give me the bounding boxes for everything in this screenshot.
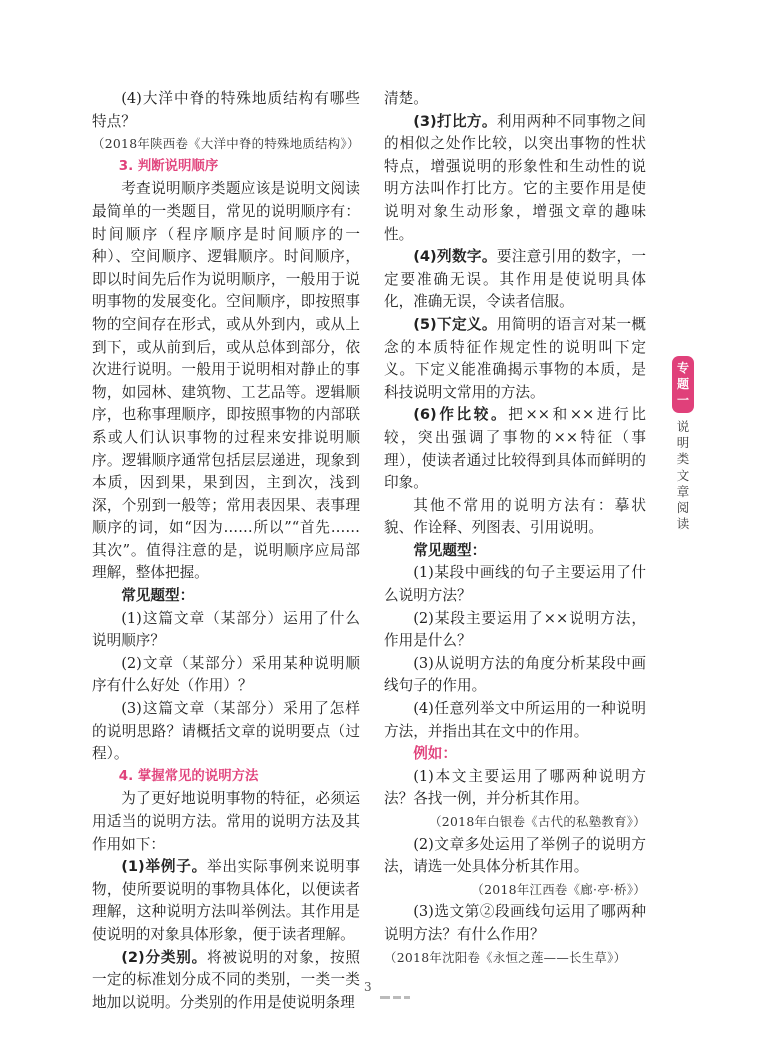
paragraph: (3)从说明方法的角度分析某段中画线句子的作用。: [384, 654, 646, 695]
right-column: [384, 88, 646, 969]
method-paragraph: [384, 246, 646, 314]
subheading: 例如：: [413, 745, 457, 763]
paragraph: (1)某段中画线的句子主要运用了什么说明方法？: [384, 564, 646, 605]
paragraph: (2)某段主要运用了××说明方法，作用是什么？: [384, 609, 646, 650]
paragraph: (4)大洋中脊的特殊地质结构有哪些特点？: [92, 90, 360, 130]
method-text: 利用两种不同事物之间的相似之处作比较，以突出事物的性状特点，增强说明的形象性和生动性的说明方法叫作打比方。它的主要作用是使说明对象生动形象，增强文章的趣味性。: [384, 112, 646, 243]
left-column: [92, 88, 360, 1014]
paragraph: (2)文章多处运用了举例子的说明方法，请选一处具体分析其作用。: [384, 835, 646, 876]
section-heading: 4. 掌握常见的说明方法: [118, 768, 259, 784]
source-citation: （2018年白银卷《古代的私塾教育》）: [429, 814, 646, 829]
paragraph: 考查说明顺序类题应该是说明文阅读最简单的一类题目，常见的说明顺序有：时间顺序（程序顺序是时间顺序的一种）、空间顺序、逻辑顺序。时间顺序，即以时间先后作为说明顺序，一般用于说明事物的发展变化。空间顺序，即按照事物的空间存在形式，或从外到内，或从上到下，或从前到后，或从总体到部分，依次进行说明。一般用于说明相对静止的事物，如园林、建筑物、工艺品等。逻辑顺序，也称事理顺序，即按照事物的内部联系或人们认识事物的过程来安排说明顺序。逻辑顺序通常包括层层递进，现象到本质，因到果，果到因，主到次，浅到深，个别到一般等；常用表因果、表事理顺序的词，如“因为……所以”“首先……其次”。值得注意的是，说明顺序应局部理解，整体把握。: [92, 180, 360, 582]
paragraph: 为了更好地说明事物的特征，必须运用适当的说明方法。常用的说明方法及其作用如下：: [92, 790, 360, 853]
method-text: 要注意引用的数字，一定要准确无误。其作用是使说明具体化，准确无误，令读者信服。: [384, 248, 646, 311]
method-paragraph: [92, 947, 360, 1015]
method-text: 举出实际事例来说明事物，使所要说明的事物具体化，以便读者理解，这种说明方法叫举例法。其作用是使说明的对象具体形象，便于读者理解。: [92, 858, 360, 943]
chapter-title: 说 明 类 文 章 阅 读: [676, 419, 690, 532]
paragraph: (2)文章（某部分）采用某种说明顺序有什么好处（作用）？: [92, 654, 360, 695]
source-citation: （2018年陕西卷《大洋中脊的特殊地质结构》）: [92, 136, 360, 152]
method-paragraph: [92, 856, 360, 946]
chapter-badge: 专 题 一: [672, 356, 694, 413]
method-paragraph: [384, 314, 646, 404]
method-term: (4)列数字。: [413, 248, 497, 266]
paragraph: (3)这篇文章（某部分）采用了怎样的说明思路？请概括文章的说明要点（过程）。: [92, 700, 360, 763]
method-term: (5)下定义。: [413, 315, 497, 333]
paragraph: 清楚。: [384, 90, 428, 107]
paragraph: (1)这篇文章（某部分）运用了什么说明顺序？: [92, 609, 360, 650]
paragraph: (3)选文第②段画线句运用了哪两种说明方法？有什么作用？: [384, 903, 646, 943]
source-citation: （2018年江西卷《廊·亭·桥》）: [471, 881, 646, 897]
subheading: 常见题型：: [413, 541, 487, 559]
page-number-decoration: [380, 987, 413, 1006]
method-paragraph: [384, 111, 646, 247]
chapter-tab: [670, 356, 696, 532]
method-term: (6)作比较。: [413, 406, 509, 424]
subheading: 常见题型：: [121, 587, 195, 605]
paragraph: (1)本文主要运用了哪两种说明方法？各找一例，并分析其作用。: [384, 767, 646, 808]
method-term: (1)举例子。: [121, 858, 207, 876]
method-text: 用简明的语言对某一概念的本质特征作规定性的说明叫下定义。下定义能准确揭示事物的本质，是科技说明文常用的方法。: [384, 315, 646, 401]
method-term: (2)分类别。: [121, 948, 207, 966]
page-number: 3: [364, 980, 372, 994]
method-text: 把××和××进行比较，突出强调了事物的××特征（事理），使读者通过比较得到具体而鲜明的印象。: [384, 406, 646, 492]
paragraph: (4)任意列举文中所运用的一种说明方法，并指出其在文中的作用。: [384, 700, 646, 740]
section-heading: 3. 判断说明顺序: [118, 158, 219, 174]
method-term: (3)打比方。: [413, 112, 497, 130]
source-citation: （2018年沈阳卷《永恒之莲——长生草》）: [384, 949, 627, 965]
method-paragraph: [384, 404, 646, 494]
paragraph: 其他不常用的说明方法有：摹状貌、作诠释、列图表、引用说明。: [384, 496, 646, 537]
method-text: 将被说明的对象，按照一定的标准划分成不同的类别，一类一类地加以说明。分类别的作用是使说明条理: [92, 948, 360, 1011]
